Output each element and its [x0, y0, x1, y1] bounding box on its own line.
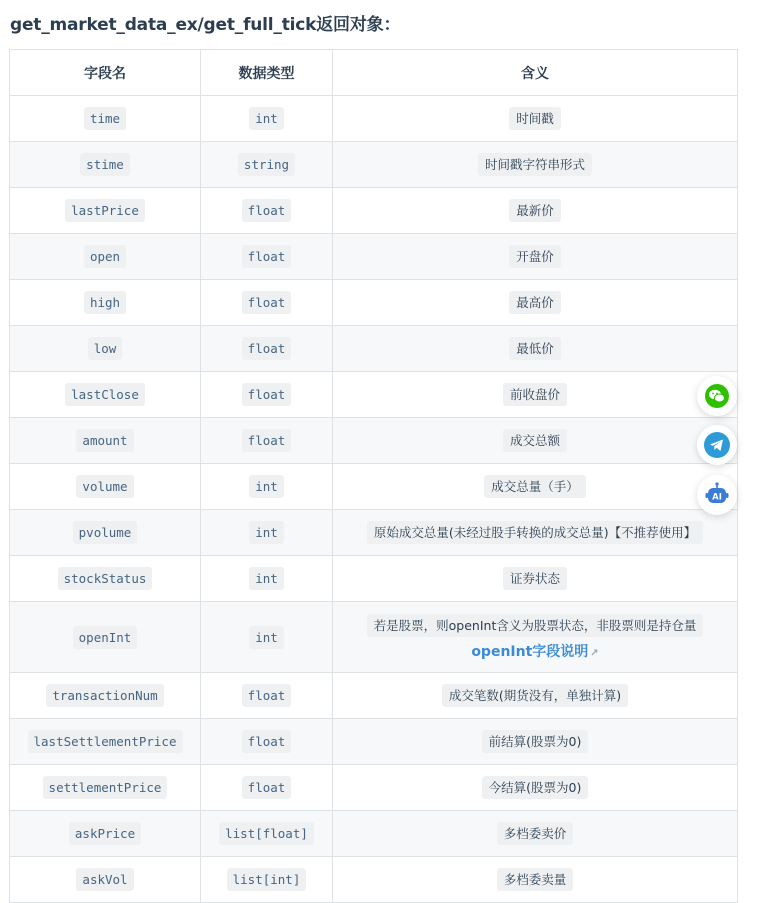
field-name: askVol — [76, 868, 133, 891]
table-row — [10, 510, 738, 556]
wechat-button[interactable] — [697, 376, 737, 416]
data-type: float — [242, 383, 292, 406]
meaning-cell — [333, 372, 738, 418]
data-type-cell — [201, 556, 333, 602]
meaning-text: 最低价 — [509, 337, 561, 360]
data-type: int — [249, 626, 284, 649]
data-type: float — [242, 776, 292, 799]
meaning-text: 证券状态 — [503, 567, 567, 590]
field-name-cell — [10, 234, 201, 280]
field-name-cell — [10, 765, 201, 811]
table-header-row — [10, 50, 738, 96]
meaning-text: 前收盘价 — [503, 383, 567, 406]
data-type: float — [242, 429, 292, 452]
meaning-cell — [333, 234, 738, 280]
field-name: stockStatus — [58, 567, 153, 590]
meaning-text: 成交总量（手） — [484, 475, 586, 498]
meaning-cell — [333, 510, 738, 556]
header-meaning: 含义 — [333, 50, 738, 96]
data-type: float — [242, 199, 292, 222]
data-type-cell — [201, 372, 333, 418]
field-name: lastPrice — [65, 199, 145, 222]
table-row — [10, 234, 738, 280]
meaning-cell — [333, 719, 738, 765]
meaning-text: 成交总额 — [503, 429, 567, 452]
data-type-cell — [201, 464, 333, 510]
table-row — [10, 188, 738, 234]
meaning-text: 若是股票，则openInt含义为股票状态，非股票则是持仓量 — [367, 614, 704, 637]
field-name-cell — [10, 556, 201, 602]
field-name-cell — [10, 811, 201, 857]
field-name: transactionNum — [46, 684, 163, 707]
data-type-cell — [201, 418, 333, 464]
link-text: openInt字段说明 — [471, 643, 589, 660]
field-name: stime — [80, 153, 130, 176]
field-name: time — [84, 107, 126, 130]
table-row — [10, 556, 738, 602]
data-type: int — [249, 567, 284, 590]
wechat-icon — [704, 383, 730, 409]
meaning-cell — [333, 673, 738, 719]
meaning-text: 多档委卖价 — [497, 822, 574, 845]
data-type: int — [249, 107, 284, 130]
data-type-cell — [201, 142, 333, 188]
data-type-cell — [201, 326, 333, 372]
data-type-cell — [201, 510, 333, 556]
meaning-text: 开盘价 — [509, 245, 561, 268]
table-row — [10, 372, 738, 418]
data-type-cell — [201, 234, 333, 280]
external-link-icon: ↗ — [590, 647, 599, 659]
svg-text:AI: AI — [712, 492, 722, 503]
field-name-cell — [10, 326, 201, 372]
field-name-cell — [10, 372, 201, 418]
field-name: askPrice — [69, 822, 141, 845]
meaning-cell — [333, 811, 738, 857]
data-type: float — [242, 291, 292, 314]
meaning-cell — [333, 464, 738, 510]
data-type-cell — [201, 765, 333, 811]
data-type-cell — [201, 96, 333, 142]
field-name: settlementPrice — [43, 776, 168, 799]
header-field-name: 字段名 — [10, 50, 201, 96]
data-type-cell — [201, 811, 333, 857]
field-name: volume — [76, 475, 133, 498]
field-name: pvolume — [73, 521, 138, 544]
table-row — [10, 464, 738, 510]
data-type-cell — [201, 673, 333, 719]
field-name-cell — [10, 280, 201, 326]
meaning-cell — [333, 765, 738, 811]
field-name-cell — [10, 510, 201, 556]
telegram-icon — [703, 431, 731, 459]
field-name: open — [84, 245, 126, 268]
data-type-cell — [201, 602, 333, 673]
field-name: lastClose — [65, 383, 145, 406]
page-heading: get_market_data_ex/get_full_tick返回对象： — [10, 15, 401, 35]
table-row — [10, 96, 738, 142]
ai-robot-icon — [703, 481, 731, 509]
table-row — [10, 673, 738, 719]
field-name-cell — [10, 719, 201, 765]
table-row — [10, 142, 738, 188]
meaning-text: 成交笔数(期货没有，单独计算) — [442, 684, 628, 707]
ai-assistant-button[interactable] — [697, 475, 737, 515]
meaning-cell — [333, 602, 738, 673]
meaning-text: 今结算(股票为0) — [482, 776, 589, 799]
meaning-cell — [333, 418, 738, 464]
field-name-cell — [10, 96, 201, 142]
table-row — [10, 280, 738, 326]
meaning-cell — [333, 326, 738, 372]
data-type: list[float] — [219, 822, 314, 845]
field-name-cell — [10, 188, 201, 234]
field-name: amount — [76, 429, 133, 452]
header-data-type: 数据类型 — [201, 50, 333, 96]
data-type: float — [242, 730, 292, 753]
table-row — [10, 765, 738, 811]
data-type-cell — [201, 280, 333, 326]
data-type: int — [249, 521, 284, 544]
table-row — [10, 811, 738, 857]
data-type-cell — [201, 719, 333, 765]
meaning-cell — [333, 556, 738, 602]
telegram-button[interactable] — [697, 425, 737, 465]
meaning-text: 时间戳 — [509, 107, 561, 130]
data-type: float — [242, 337, 292, 360]
field-name-cell — [10, 464, 201, 510]
table-row — [10, 719, 738, 765]
meaning-cell — [333, 280, 738, 326]
meaning-text: 时间戳字符串形式 — [478, 153, 592, 176]
return-fields-table — [9, 49, 738, 903]
field-name-cell — [10, 673, 201, 719]
field-name: low — [88, 337, 123, 360]
field-name: lastSettlementPrice — [28, 730, 183, 753]
table-row — [10, 602, 738, 673]
meaning-cell — [333, 188, 738, 234]
meaning-text: 原始成交总量(未经过股手转换的成交总量)【不推荐使用】 — [367, 521, 703, 544]
table-row — [10, 418, 738, 464]
data-type: float — [242, 245, 292, 268]
data-type-cell — [201, 188, 333, 234]
meaning-text: 最新价 — [509, 199, 561, 222]
data-type: float — [242, 684, 292, 707]
meaning-text: 多档委卖量 — [497, 868, 574, 891]
meaning-text: 最高价 — [509, 291, 561, 314]
meaning-text: 前结算(股票为0) — [482, 730, 589, 753]
field-name-cell — [10, 418, 201, 464]
data-type: string — [238, 153, 295, 176]
table-body — [10, 96, 738, 903]
field-name: high — [84, 291, 126, 314]
data-type: int — [249, 475, 284, 498]
field-name-cell — [10, 602, 201, 673]
data-type: list[int] — [227, 868, 307, 891]
field-name: openInt — [73, 626, 138, 649]
table-row — [10, 326, 738, 372]
meaning-cell — [333, 142, 738, 188]
field-name-cell — [10, 142, 201, 188]
openint-doc-link[interactable] — [471, 641, 598, 661]
meaning-cell — [333, 96, 738, 142]
